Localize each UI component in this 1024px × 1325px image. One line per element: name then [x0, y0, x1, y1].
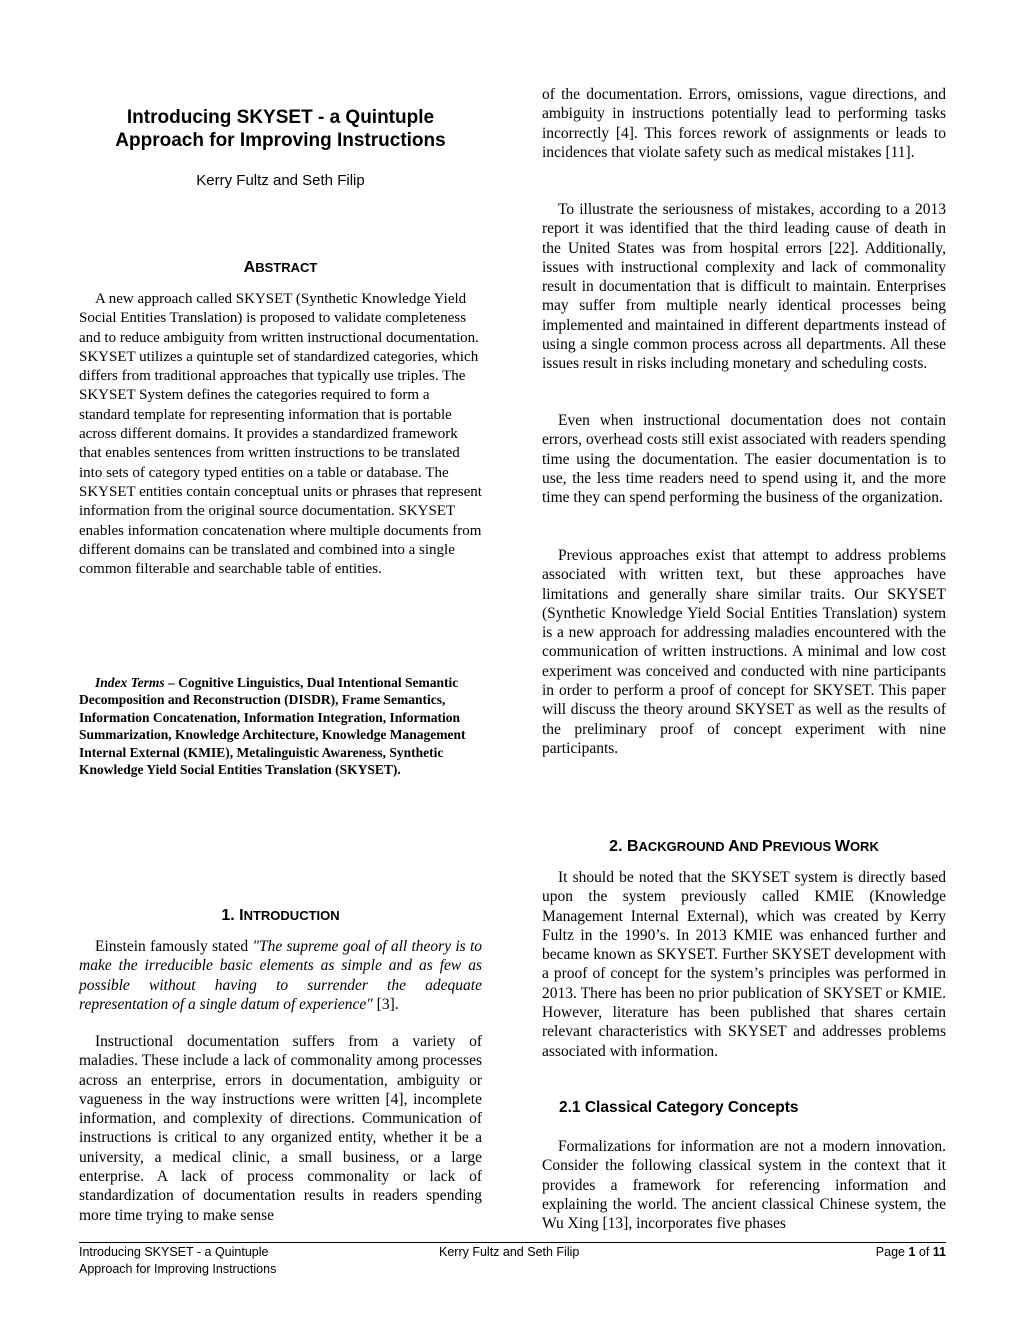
intro-p1-lead: Einstein famously stated — [95, 938, 253, 955]
s2-w2: ND — [739, 839, 763, 854]
footer-rule — [79, 1242, 946, 1243]
footer-left-line-1: Introducing SKYSET - a Quintuple — [79, 1245, 269, 1259]
right-paragraph-3 — [542, 546, 946, 758]
right-p2-text: Even when instructional documentation does not contain errors, overhead costs still exist associated with readers spending time using the documentation. The easier documentation is to use, the less time readers need to spend using it, and the more time they can spend performing the business of the organization. — [542, 412, 946, 507]
page-label: Page — [875, 1245, 909, 1259]
right-p3-text: Previous approaches exist that attempt to address problems associated with written text, but these approaches have limitations and generally share similar traits. Our SKYSET (Synthetic Knowledge Yield Social Entities Translation) system is a new approach for addressing maladies encountered with the communication of written instructions. A minimal and low cost experiment was conceived and conducted with nine participants in order to perform a proof of concept for SKYSET. This paper will discuss the theory around SKYSET as well as the results of the preliminary proof of concept experiment with nine participants. — [542, 547, 946, 757]
s2-a: A — [728, 838, 740, 855]
intro-p1-tail: [3]. — [372, 995, 399, 1013]
right-paragraph-2 — [542, 411, 946, 507]
subsection-2-1-heading: 2.1 Classical Category Concepts — [559, 1099, 799, 1116]
footer-left — [79, 1244, 339, 1277]
s2-w1: ACKGROUND — [638, 839, 729, 854]
abstract-text: A new approach called SKYSET (Synthetic Knowledge Yield Social Entities Translation) is proposed to validate completeness and to reduce ambiguity from written instructional documentation. SKYSET utilizes a quintuple set of standardized categories, which differs from traditional approaches that typically use triples. The SKYSET System defines the categories required to form a standard template for representing information that is portable across different domains. It provides a standardized framework that enables sentences from written instructions to be translated into sets of category typed entities on a table or database. The SKYSET entities contain conceptual units or phrases that represent information from the original source documentation. SKYSET enables information concatenation where multiple documents from different domains can be translated and combined into a single common filterable and searchable table of entities. — [79, 291, 482, 578]
paper-title — [79, 106, 482, 152]
s2-p2-text: Formalizations for information are not a modern innovation. Consider the following classical system in the context that it provides a framework for referencing information and explaining the world. The ancient classical Chinese system, the Wu Xing [13], incorporates five phases — [542, 1138, 946, 1233]
page-num: 1 — [908, 1245, 916, 1259]
section-1-heading — [79, 907, 482, 925]
abstract-heading-rest: BSTRACT — [255, 260, 318, 275]
right-paragraph-1 — [542, 200, 946, 374]
page-of: of — [915, 1245, 933, 1259]
section-2-heading — [542, 838, 946, 856]
s2-w3: REVIOUS — [772, 839, 835, 854]
footer-center: Kerry Fultz and Seth Filip — [439, 1245, 580, 1259]
index-terms-label: Index Terms — [95, 675, 165, 690]
section-2-paragraph-2 — [542, 1137, 946, 1233]
page-total: 11 — [932, 1245, 946, 1259]
right-paragraph-0 — [542, 85, 946, 162]
s2-p1-text: It should be noted that the SKYSET system is directly based upon the system previously called KMIE (Knowledge Management Internal External), which was created by Kerry Fultz in the 1990’s. In 2013 KMIE was enhanced further and became known as SKYSET. Further SKYSET development with a proof of concept for the system’s principles was performed in 2013. There has been no prior publication of SKYSET or KMIE. However, literature has been published that shares certain relevant characteristics with SKYSET and addresses problems associated with information. — [542, 869, 946, 1060]
section-1-num: 1. I — [221, 907, 244, 924]
abstract-body — [79, 290, 482, 579]
right-p0-text: of the documentation. Errors, omissions, vague directions, and ambiguity in instructions potentially lead to performing tasks incorrectly [4]. This forces rework of assignments or leads to incidences that violate safety such as medical mistakes [11]. — [542, 86, 946, 161]
title-line-1: Introducing SKYSET - a Quintuple — [126, 107, 435, 128]
footer-page-number — [876, 1244, 946, 1261]
s2-p: P — [762, 838, 773, 855]
section-1-rest: NTRODUCTION — [243, 908, 340, 923]
section-2-paragraph-1 — [542, 868, 946, 1061]
abstract-heading — [79, 259, 482, 277]
authors: Kerry Fultz and Seth Filip — [196, 172, 365, 189]
abstract-heading-first: A — [243, 259, 256, 276]
title-line-2: Approach for Improving Instructions — [115, 130, 446, 151]
index-terms-text: Cognitive Linguistics, Dual Intentional Semantic Decomposition and Reconstruction (DISDR), Frame Semantics, Information Concatenation, Information Integration, Information Summarization, Knowledge Architecture, Knowledge Management Internal External (KMIE), Metalinguistic Awareness, Synthetic Knowledge Yield Social Entities Translation (SKYSET). — [79, 675, 466, 778]
s2-num: 2. B — [609, 838, 639, 855]
intro-p2-text: Instructional documentation suffers from a variety of maladies. These include a lack of commonality among processes across an enterprise, errors in documentation, ambiguity or vagueness in the way instructions were written [4], incomplete information, and complexity of directions. Communication of instructions is critical to any organized entity, whether it be a university, a medical clinic, a small business, or a large enterprise. A lack of process commonality or lack of standardization of documentation results in readers spending more time trying to make sense — [79, 1033, 482, 1224]
intro-paragraph-2 — [79, 1032, 482, 1225]
footer-left-line-2: Approach for Improving Instructions — [79, 1261, 277, 1276]
index-terms — [79, 674, 474, 778]
intro-paragraph-1 — [79, 937, 482, 1014]
s2-w: W — [834, 838, 850, 855]
s2-w4: ORK — [849, 839, 879, 854]
right-p1-text: To illustrate the seriousness of mistakes, according to a 2013 report it was identified that the third leading cause of death in the United States was from hospital errors [22]. Additionally, issues with instructional complexity and lack of commonality result in documentation that is difficult to maintain. Enterprises may suffer from multiple nearly identical processes being implemented and maintained in different departments instead of using a single common process across all departments. All these issues result in risks including monetary and scheduling costs. — [542, 201, 946, 373]
einstein-quote: "The supreme goal of all theory is to make the irreducible basic elements as simple and as few as possible without having to surrender the adequate representation of a single datum of experience" — [79, 938, 483, 1013]
index-terms-dash: – — [164, 675, 179, 690]
